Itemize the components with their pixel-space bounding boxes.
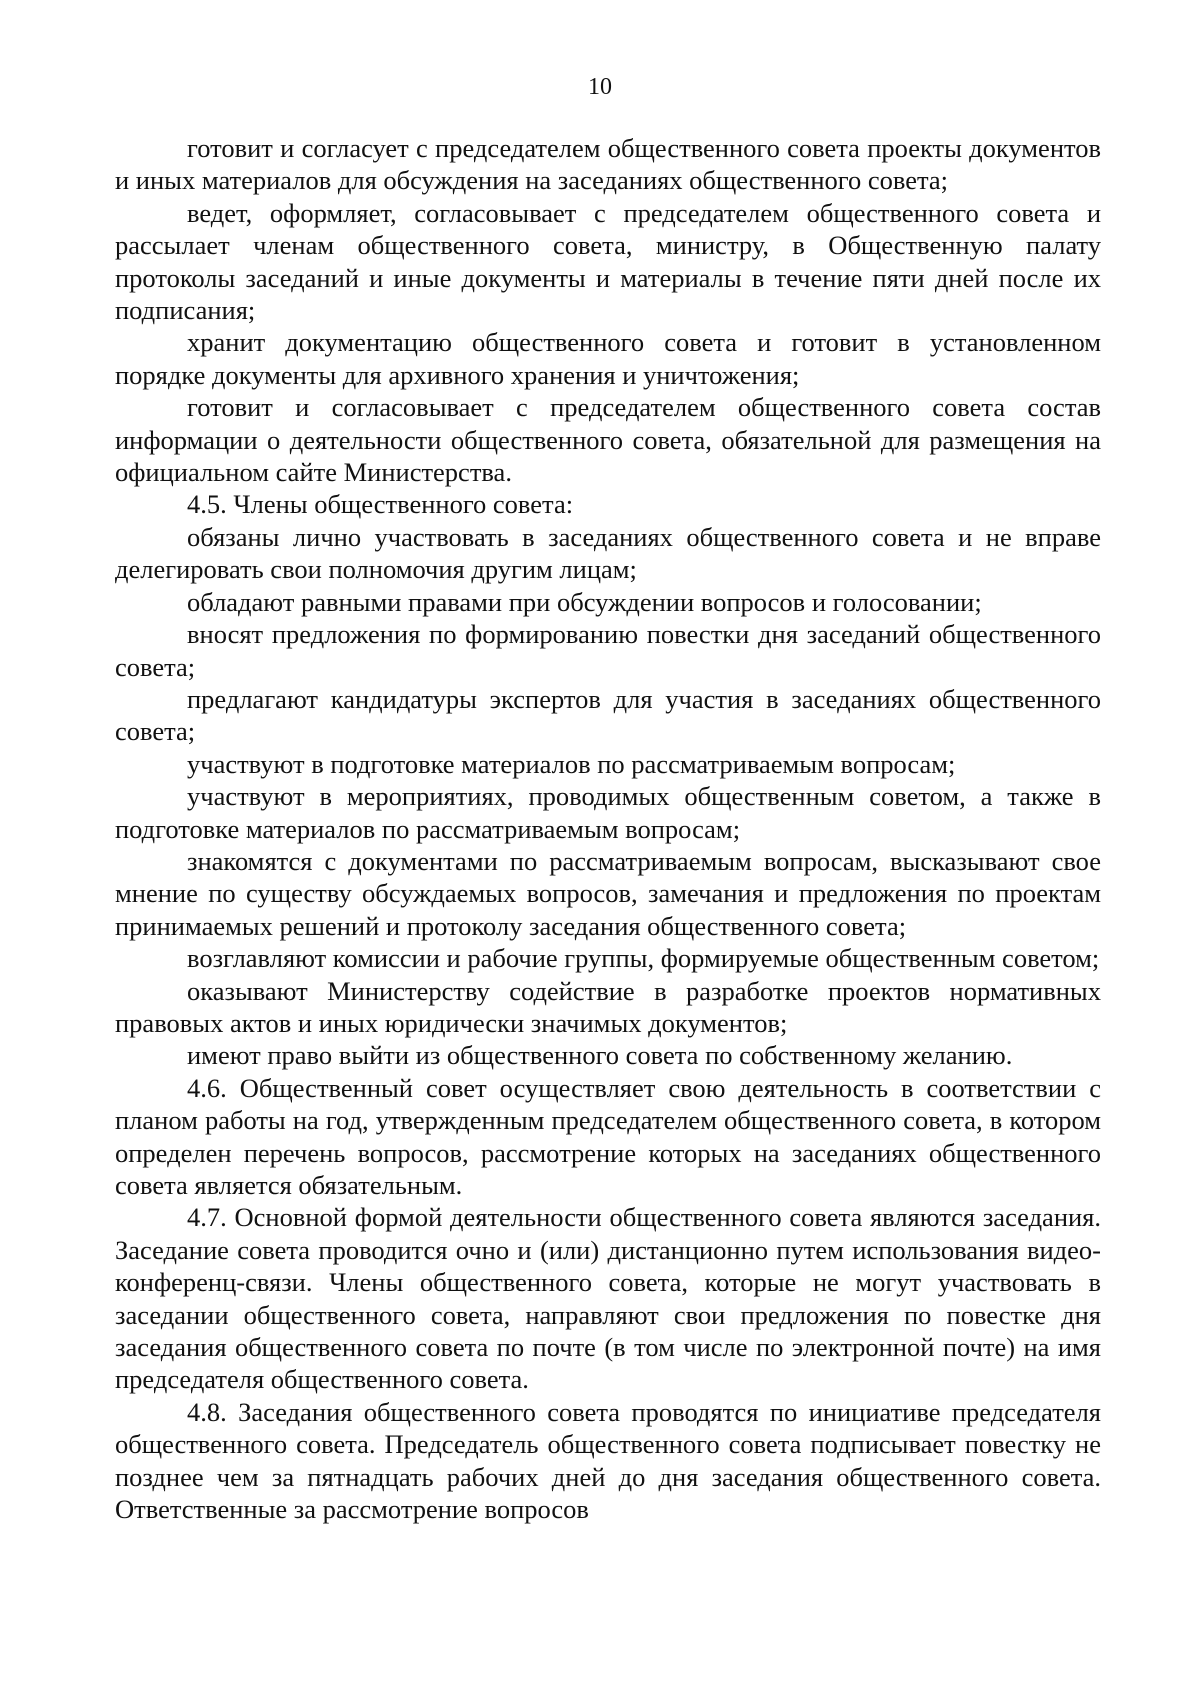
paragraph: обязаны лично участвовать в заседаниях общественного совета и не вправе делегировать свои полномочия другим лицам; [115,521,1101,585]
paragraph: оказывают Министерству содействие в разработке проектов нормативных правовых актов и иных юридически значимых документов; [115,975,1101,1038]
paragraph: участвуют в мероприятиях, проводимых общественным советом, а также в подготовке материалов по рассматриваемым вопросам; [115,781,1101,844]
paragraph: хранит документацию общественного совета и готовит в установленном порядке документы для архивного хранения и уничтожения; [115,327,1101,390]
paragraph: готовит и согласовывает с председателем общественного совета состав информации о деятельности общественного совета, обязательной для размещения на официальном сайте Министерства. [115,392,1101,488]
paragraph: готовит и согласует с председателем общественного совета проекты документов и иных материалов для обсуждения на заседаниях общественного совета; [115,133,1101,196]
paragraph: обладают равными правами при обсуждении вопросов и голосовании; [187,586,982,617]
section-heading-4-5: 4.5. Члены общественного совета: [187,489,574,520]
paragraph: вносят предложения по формированию повестки дня заседаний общественного совета; [115,619,1101,682]
paragraph: знакомятся с документами по рассматриваемым вопросам, высказывают свое мнение по существу обсуждаемых вопросов, замечания и предложения по проектам принимаемых решений и протоколу заседания общественного совета; [115,845,1101,941]
paragraph-4-7: 4.7. Основной формой деятельности общественного совета являются заседания. Заседание совета проводится очно и (или) дистанционно путем использования видео-конференц-связи. Члены общественного совета, которые не могут участвовать в заседании общественного совета, направляют свои предложения по повестке дня заседания общественного совета по почте (в том числе по электронной почте) на имя председателя общественного совета. [115,1202,1101,1395]
paragraph: участвуют в подготовке материалов по рассматриваемым вопросам; [187,748,956,779]
paragraph: возглавляют комиссии и рабочие группы, формируемые общественным советом; [187,943,1100,974]
document-body [115,132,1101,1525]
paragraph-4-8: 4.8. Заседания общественного совета проводятся по инициативе председателя общественного совета. Председатель общественного совета подписывает повестку не позднее чем за пятнадцать рабочих дней до дня заседания общественного совета. Ответственные за рассмотрение вопросов [115,1396,1101,1525]
page-number: 10 [588,74,612,100]
paragraph: предлагают кандидатуры экспертов для участия в заседаниях общественного совета; [115,683,1101,747]
paragraph: ведет, оформляет, согласовывает с председателем общественного совета и рассылает членам общественного совета, министру, в Общественную палату протоколы заседаний и иные документы и материалы в течение пяти дней после их подписания; [115,197,1101,326]
paragraph: имеют право выйти из общественного совета по собственному желанию. [187,1040,1013,1071]
paragraph-4-6: 4.6. Общественный совет осуществляет свою деятельность в соответствии с планом работы на год, утвержденным председателем общественного совета, в котором определен перечень вопросов, рассмотрение которых на заседаниях общественного совета является обязательным. [115,1072,1101,1200]
